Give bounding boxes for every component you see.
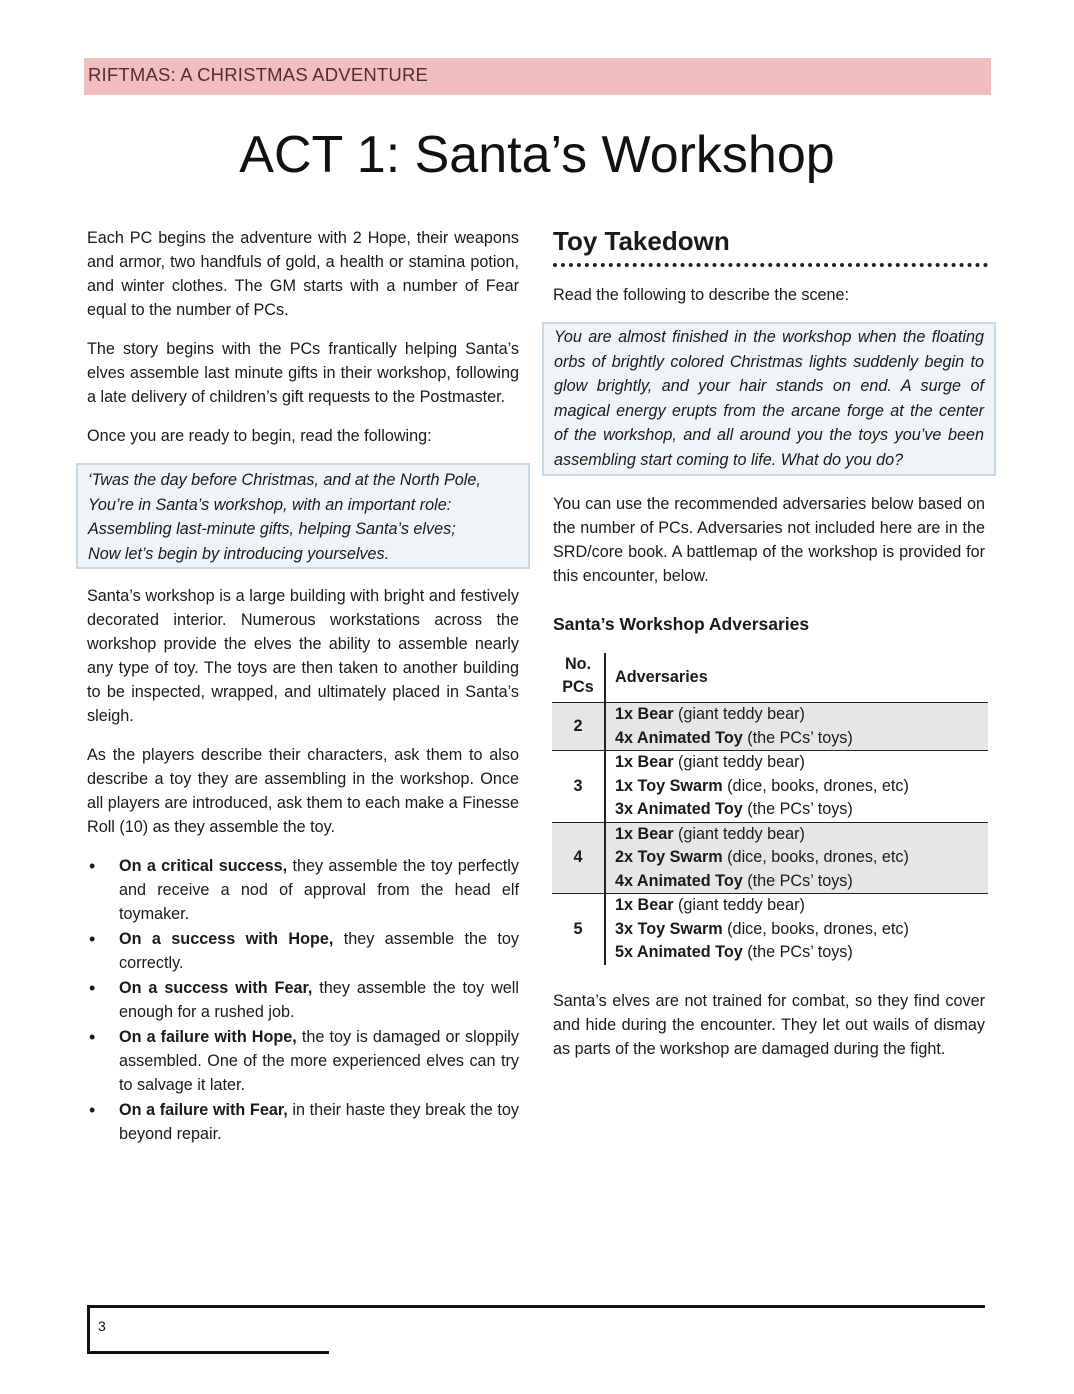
list-item — [87, 1098, 519, 1146]
roll-outcomes-list — [87, 854, 519, 1146]
adversary-note: (giant teddy bear) — [673, 824, 805, 843]
left-column — [87, 226, 519, 1147]
right-column — [553, 226, 985, 1076]
adversary-note: (the PCs’ toys) — [742, 871, 853, 890]
paragraph-scene-intro: Read the following to describe the scene: — [553, 286, 850, 304]
poem-line: Assembling last-minute gifts, helping Santa’s elves; — [88, 520, 456, 538]
adversary-entry — [615, 894, 979, 918]
list-item — [87, 854, 519, 926]
adversary-count: 3x Toy Swarm — [615, 919, 723, 938]
adversary-count: 1x Bear — [615, 705, 674, 723]
adversary-list-cell — [605, 894, 988, 965]
adversary-entry — [615, 798, 979, 822]
outcome-text: they assemble the toy well enough for a rushed job. — [119, 979, 519, 1021]
paragraph-adversaries-intro: You can use the recommended adversaries below based on the number of PCs. Adversaries not included here are in the SRD/core book. A battlemap of the workshop is provided for this encounter, below. — [553, 495, 985, 585]
table-row — [552, 703, 988, 751]
paragraph-story-begins: The story begins with the PCs frantically helping Santa’s elves assemble last minute gifts in their workshop, following a late delivery of children’s gift requests to the Postmaster. — [87, 340, 519, 406]
table-row — [552, 894, 988, 965]
adversary-note: (dice, books, drones, etc) — [722, 848, 909, 866]
adversary-count: 1x Bear — [615, 896, 674, 914]
adversary-note: (the PCs’ toys) — [742, 800, 853, 818]
adversary-count: 5x Animated Toy — [615, 943, 743, 961]
table-row — [552, 822, 988, 894]
adversary-count: 1x Toy Swarm — [615, 776, 723, 795]
pc-count-cell: 3 — [552, 751, 605, 823]
paragraph-workshop-description: Santa’s workshop is a large building with bright and festively decorated interior. Numerous workstations across the workshop provide the elves the ability to assemble nearly any type of toy. The toys are then taken to another building to be inspected, wrapped, and ultimately placed in Santa’s sleigh. — [87, 587, 519, 725]
page-number: 3 — [98, 1318, 106, 1334]
adversary-entry — [615, 727, 979, 751]
outcome-text: they assemble the toy perfectly and receive a nod of approval from the head elf toymaker. — [119, 857, 519, 923]
adversary-note: (giant teddy bear) — [673, 705, 805, 723]
pc-count-cell: 4 — [552, 822, 605, 894]
paragraph-finesse-roll: As the players describe their characters, ask them to also describe a toy they are assembling in the workshop. Once all players are introduced, ask them to each make a Finesse Roll (10) as they assemble the toy. — [87, 746, 519, 836]
outcome-lead: On a failure with Fear, — [119, 1101, 288, 1119]
adversary-count: 2x Toy Swarm — [615, 848, 723, 866]
outcome-lead: On a critical success, — [119, 857, 288, 875]
adversary-entry — [615, 823, 979, 847]
outcome-text: the toy is damaged or sloppily assembled. One of the more experienced elves can try to salvage it later. — [119, 1028, 519, 1094]
adversary-entry — [615, 775, 979, 799]
adversary-list-cell — [605, 822, 988, 894]
adversary-count: 4x Animated Toy — [615, 728, 743, 747]
poem-line: Now let’s begin by introducing yourselves. — [88, 544, 390, 563]
pc-count-cell: 2 — [552, 703, 605, 751]
poem-line: You’re in Santa’s workshop, with an important role: — [88, 495, 452, 514]
outcome-text: they assemble the toy correctly. — [119, 930, 519, 972]
adversary-note: (giant teddy bear) — [673, 753, 805, 771]
header-adversaries: Adversaries — [615, 668, 708, 686]
running-header-text: RIFTMAS: A CHRISTMAS ADVENTURE — [88, 64, 429, 85]
poem-line: ‘Twas the day before Christmas, and at the North Pole, — [88, 471, 481, 489]
adversary-note: (the PCs’ toys) — [742, 728, 853, 747]
header-no-line: No. — [564, 655, 592, 673]
adversary-entry — [615, 941, 979, 965]
page-title: ACT 1: Santa’s Workshop — [239, 126, 835, 184]
adversaries-table — [552, 653, 988, 965]
adversary-entry — [615, 870, 979, 894]
outcome-text: in their haste they break the toy beyond repair. — [119, 1101, 519, 1143]
adversary-note: (the PCs’ toys) — [742, 943, 853, 961]
adversary-entry — [615, 918, 979, 942]
adversary-count: 1x Bear — [615, 753, 674, 771]
adversary-entry — [615, 846, 979, 870]
adversary-note: (dice, books, drones, etc) — [722, 919, 909, 938]
running-header — [84, 58, 991, 95]
header-pcs-line: PCs — [562, 678, 594, 696]
paragraph-read-following: Once you are ready to begin, read the following: — [87, 427, 432, 445]
adversary-note: (dice, books, drones, etc) — [722, 776, 909, 795]
adversary-count: 4x Animated Toy — [615, 871, 743, 890]
outcome-lead: On a failure with Hope, — [119, 1028, 297, 1046]
adversary-count: 1x Bear — [615, 824, 674, 843]
read-aloud-scene: You are almost finished in the workshop when the floating orbs of brightly colored Christmas lights suddenly begin to glow brightly, and your hair stands on end. A surge of magical energy erupts from the arcane forge at the center of the workshop, and all around you the toys you’ve been assembling start coming to life. What do you do? — [542, 322, 996, 476]
outcome-lead: On a success with Hope, — [119, 930, 334, 948]
list-item — [87, 1025, 519, 1097]
footer-box — [87, 1305, 329, 1354]
adversary-list-cell — [605, 751, 988, 823]
paragraph-starting-resources: Each PC begins the adventure with 2 Hope, their weapons and armor, two handfuls of gold, a health or stamina potion, and winter clothes. The GM starts with a number of Fear equal to the number of PCs. — [87, 229, 519, 319]
section-heading-toy-takedown: Toy Takedown — [553, 226, 988, 267]
list-item — [87, 976, 519, 1024]
adversary-count: 3x Animated Toy — [615, 800, 743, 818]
adversary-entry — [615, 751, 979, 775]
table-header-row — [552, 653, 988, 703]
header-no-pcs — [552, 653, 605, 703]
outcome-lead: On a success with Fear, — [119, 979, 313, 997]
adversary-entry — [615, 703, 979, 727]
table-row — [552, 751, 988, 823]
paragraph-elves-hide: Santa’s elves are not trained for combat, so they find cover and hide during the encounter. They let out wails of dismay as parts of the workshop are damaged during the fight. — [553, 991, 985, 1058]
table-title: Santa’s Workshop Adversaries — [553, 614, 810, 634]
adversary-list-cell — [605, 703, 988, 751]
list-item — [87, 927, 519, 975]
pc-count-cell: 5 — [552, 894, 605, 965]
read-aloud-poem — [76, 463, 530, 569]
adversary-note: (giant teddy bear) — [673, 896, 805, 914]
